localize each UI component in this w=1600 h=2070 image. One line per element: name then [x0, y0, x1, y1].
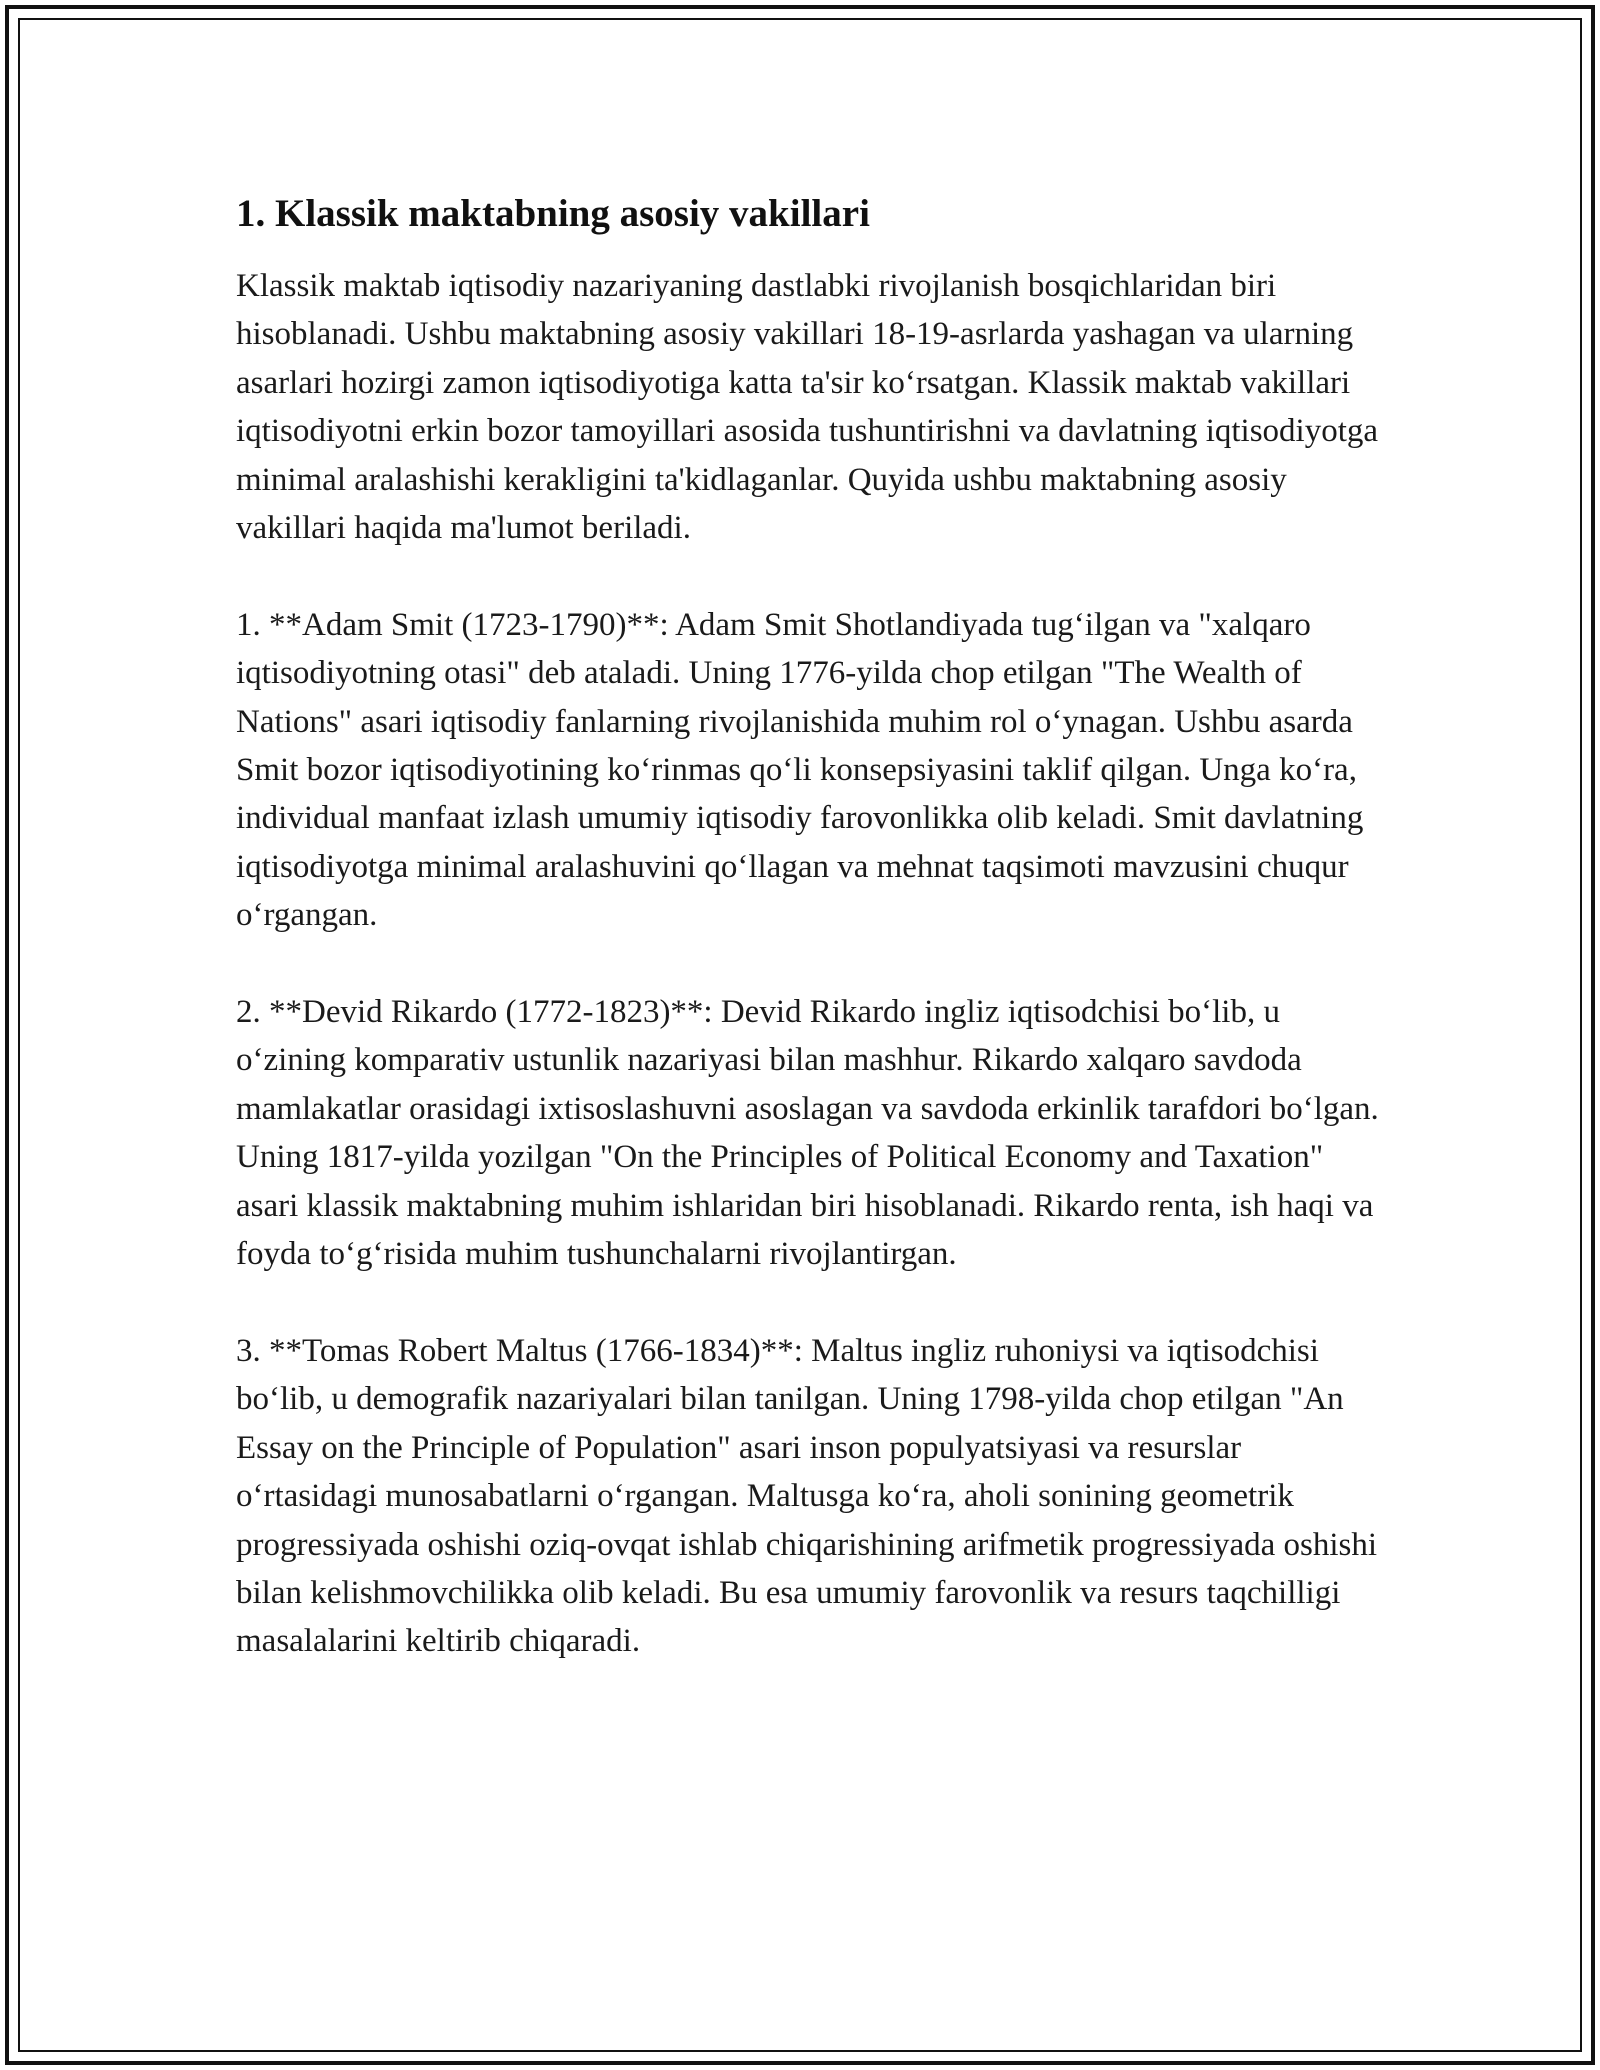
- paragraph-tomas-maltus: 3. **Tomas Robert Maltus (1766-1834)**: Maltus ingliz ruhoniysi va iqtisodchisi bo‘lib, u demografik nazariyalari bilan tanilgan. Uning 1798-yilda chop etilgan "An Essay on the Principle of Population" asari inson populyatsiyasi va resurslar o‘rtasidagi munosabatlarni o‘rgangan. Maltusga ko‘ra, aholi sonining geometrik progressiyada oshishi oziq-ovqat ishlab chiqarishining arifmetik progressiyada oshishi bilan kelishmovchilikka olib keladi. Bu esa umumiy farovonlik va resurs taqchilligi masalalarini keltirib chiqaradi.: [236, 1332, 1378, 1660]
- paragraph-adam-smit: 1. **Adam Smit (1723-1790)**: Adam Smit Shotlandiyada tug‘ilgan va "xalqaro iqtisodiyotning otasi" deb ataladi. Uning 1776-yilda chop etilgan "The Wealth of Nations" asari iqtisodiy fanlarning rivojlanishida muhim rol o‘ynagan. Ushbu asarda Smit bozor iqtisodiyotining ko‘rinmas qo‘li konsepsiyasini taklif qilgan. Unga ko‘ra, individual manfaat izlash umumiy iqtisodiy farovonlikka olib keladi. Smit davlatning iqtisodiyotga minimal aralashuvini qo‘llagan va mehnat taqsimoti mavzusini chuqur o‘rgangan.: [236, 606, 1364, 934]
- document-body: [236, 186, 1386, 1714]
- intro-paragraph: Klassik maktab iqtisodiy nazariyaning dastlabki rivojlanish bosqichlaridan biri hisoblanadi. Ushbu maktabning asosiy vakillari 18-19-asrlarda yashagan va ularning asarlari hozirgi zamon iqtisodiyotiga katta ta'sir ko‘rsatgan. Klassik maktab vakillari iqtisodiyotni erkin bozor tamoyillari asosida tushuntirishni va davlatning iqtisodiyotga minimal aralashishi kerakligini ta'kidlaganlar. Quyida ushbu maktabning asosiy vakillari haqida ma'lumot beriladi.: [236, 268, 1379, 547]
- section-heading: 1. Klassik maktabning asosiy vakillari: [236, 192, 870, 235]
- paragraph-devid-rikardo: 2. **Devid Rikardo (1772-1823)**: Devid Rikardo ingliz iqtisodchisi bo‘lib, u o‘zining komparativ ustunlik nazariyasi bilan mashhur. Rikardo xalqaro savdoda mamlakatlar orasidagi ixtisoslashuvni asoslagan va savdoda erkinlik tarafdori bo‘lgan. Uning 1817-yilda yozilgan "On the Principles of Political Economy and Taxation" asari klassik maktabning muhim ishlaridan biri hisoblanadi. Rikardo renta, ish haqi va foyda to‘g‘risida muhim tushunchalarni rivojlantirgan.: [236, 994, 1379, 1273]
